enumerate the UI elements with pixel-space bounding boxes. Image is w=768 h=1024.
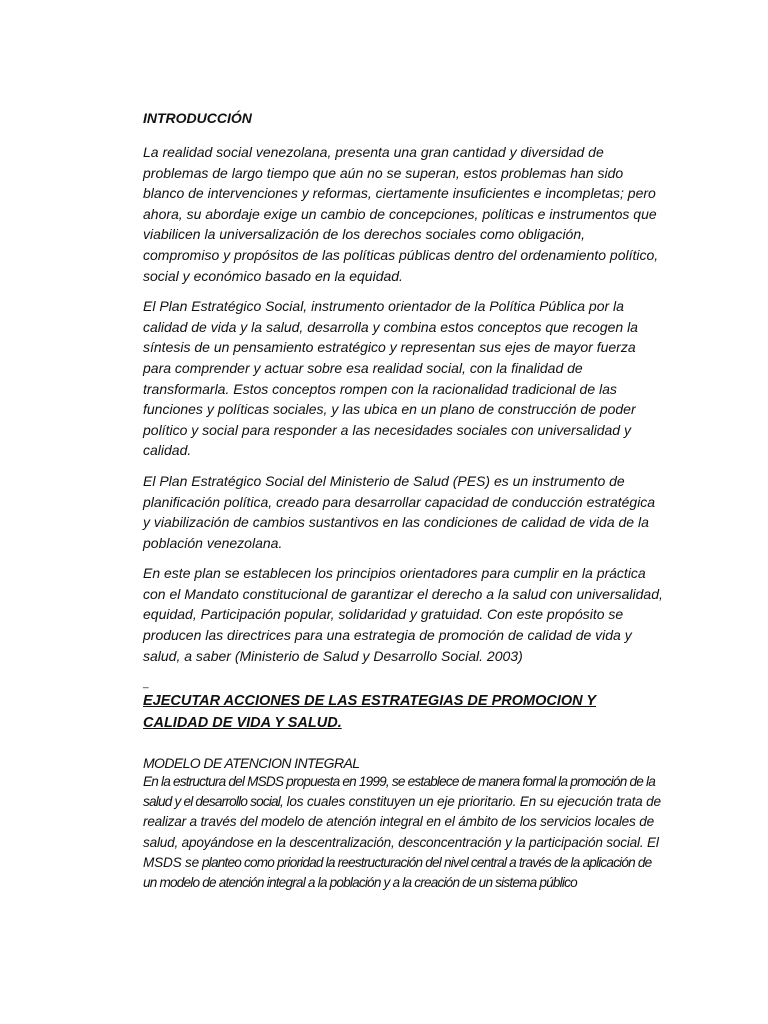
document-page <box>143 108 663 893</box>
stray-dash: _ <box>143 678 149 690</box>
intro-paragraph-4: En este plan se establecen los principios orientadores para cumplir en la práctica con el Mandato constitucional de garantizar el derecho a la salud con universalidad, equidad, Participación popular, solidaridad y gratuidad. Con este propósito se producen las directrices para una estrategia de promoción de calidad de vida y salud, a saber (Ministerio de Salud y Desarrollo Social. 2003) <box>143 565 663 664</box>
section-heading: EJECUTAR ACCIONES DE LAS ESTRATEGIAS DE PROMOCION Y CALIDAD DE VIDA Y SALUD. <box>143 693 597 732</box>
model-paragraph <box>143 772 663 893</box>
model-text-part-3: planteo como prioridad la reestructuración del nivel central a través de la aplicación de un modelo de atención integral a la población y a la creación de un sistema público <box>143 854 652 890</box>
intro-paragraph-3: El Plan Estratégico Social del Ministerio de Salud (PES) es un instrumento de planificación política, creado para desarrollar capacidad de conducción estratégica y viabilización de cambios sustantivos en las condiciones de calidad de vida de la población venezolana. <box>143 472 656 551</box>
sub-heading: MODELO DE ATENCION INTEGRAL <box>143 755 360 772</box>
document-title: INTRODUCCIÓN <box>143 110 252 126</box>
model-text-part-2: los cuales constituyen un eje prioritario. En su ejecución trata de realizar a través del modelo de atención integral en el ámbito de los servicios locales de salud, apoyándose en la descentralización, desconcentración y la participación social. El MSDS se <box>143 794 661 870</box>
intro-paragraph-2: El Plan Estratégico Social, instrumento orientador de la Política Pública por la calidad de vida y la salud, desarrolla y combina estos conceptos que recogen la síntesis de un pensamiento estratégico y representan sus ejes de mayor fuerza para comprender y actuar sobre esa realidad social, con la finalidad de transformarla. Estos conceptos rompen con la racionalidad tradicional de las funciones y políticas sociales, y las ubica en un plano de construcción de poder político y social para responder a las necesidades sociales con universalidad y calidad. <box>143 298 638 459</box>
intro-paragraph-1: La realidad social venezolana, presenta una gran cantidad y diversidad de problemas de largo tiempo que aún no se superan, estos problemas han sido blanco de intervenciones y reformas, ciertamente insuficientes e incompletas; pero ahora, su abordaje exige un cambio de concepciones, políticas e instrumentos que viabilicen la universalización de los derechos sociales como obligación, compromiso y propósitos de las políticas públicas dentro del ordenamiento político, social y económico basado en la equidad. <box>143 144 659 284</box>
model-text-part-1: En la estructura del MSDS propuesta en 1999, se establece de manera formal la promoción de la salud y el desarrollo social, <box>143 774 655 810</box>
